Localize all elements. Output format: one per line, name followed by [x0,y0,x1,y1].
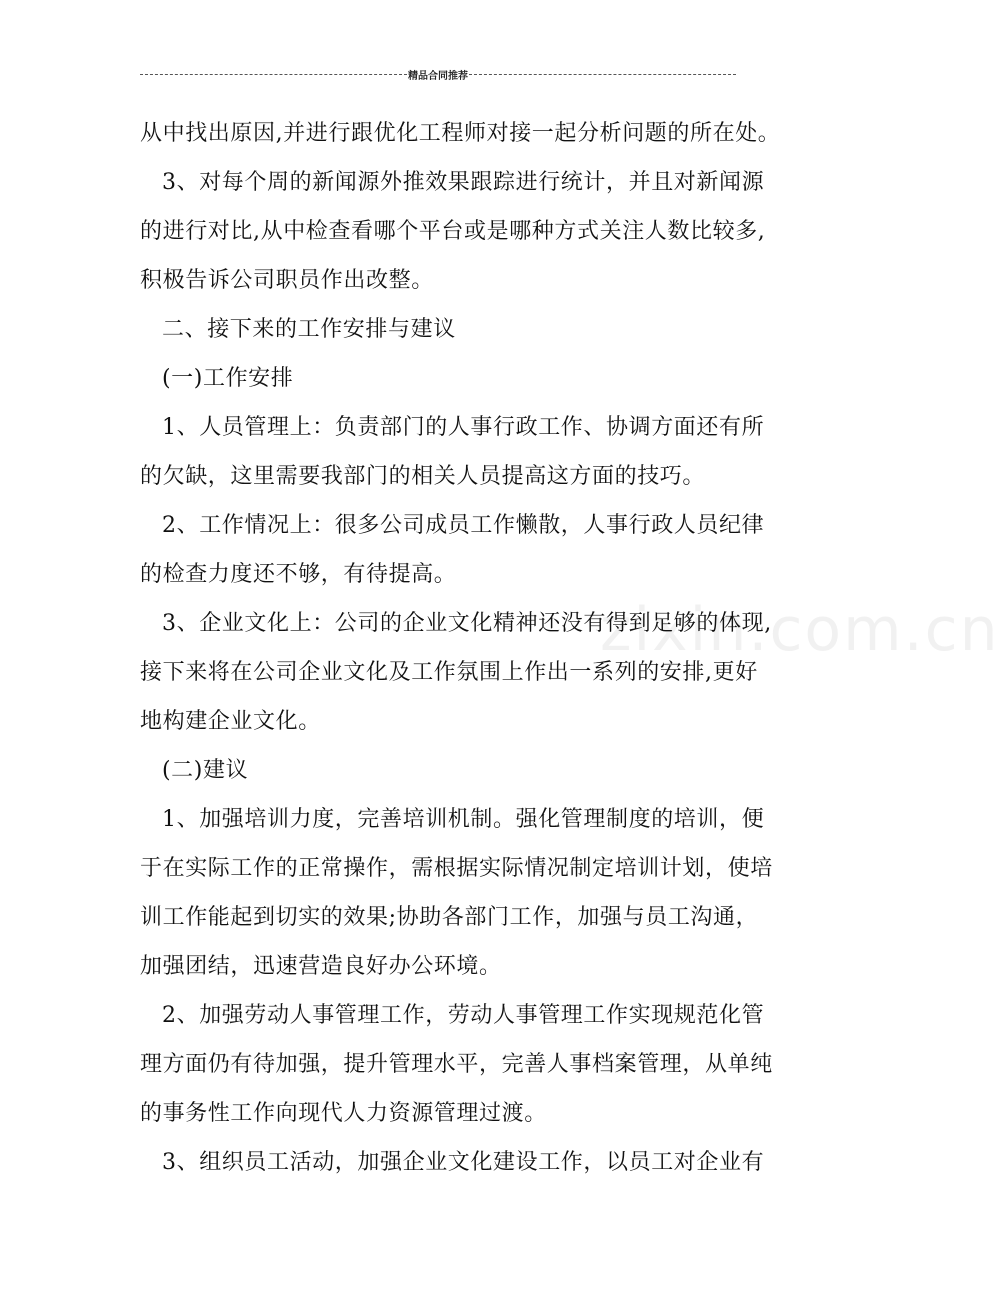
text-line: 的进行对比,从中检查看哪个平台或是哪种方式关注人数比较多, [140,219,766,244]
text-line: 1、人员管理上：负责部门的人事行政工作、协调方面还有所 [162,415,765,440]
text-line: 接下来将在公司企业文化及工作氛围上作出一系列的安排,更好 [140,660,758,685]
text-line: 积极告诉公司职员作出改整。 [140,268,434,293]
text-line: 于在实际工作的正常操作，需根据实际情况制定培训计划，使培 [140,856,773,881]
text-line: 1、加强培训力度，完善培训机制。强化管理制度的培训，便 [162,807,765,832]
text-line: 的事务性工作向现代人力资源管理过渡。 [140,1101,547,1126]
text-line: 训工作能起到切实的效果;协助各部门工作，加强与员工沟通， [140,905,759,930]
text-line: 2、工作情况上：很多公司成员工作懒散，人事行政人员纪律 [162,513,765,538]
text-line: 3、组织员工活动，加强企业文化建设工作，以员工对企业有 [162,1150,765,1175]
subsection-heading: (一)工作安排 [162,366,294,391]
text-line: 理方面仍有待加强，提升管理水平，完善人事档案管理，从单纯 [140,1052,773,1077]
header-label: 精品合同推荐 [408,70,468,82]
subsection-heading: (二)建议 [162,758,249,783]
watermark: zixin.com.cn [600,595,1000,665]
text-line: 3、企业文化上：公司的企业文化精神还没有得到足够的体现, [162,611,772,636]
text-line: 地构建企业文化。 [140,709,321,734]
section-heading: 二、接下来的工作安排与建议 [162,317,456,342]
document-body [140,116,780,1194]
text-line: 的欠缺，这里需要我部门的相关人员提高这方面的技巧。 [140,464,706,489]
page-header [140,66,736,82]
text-line: 3、对每个周的新闻源外推效果跟踪进行统计，并且对新闻源 [162,170,765,195]
text-line: 2、加强劳动人事管理工作，劳动人事管理工作实现规范化管 [162,1003,765,1028]
text-line: 的检查力度还不够，有待提高。 [140,562,457,587]
text-line: 从中找出原因,并进行跟优化工程师对接一起分析问题的所在处。 [140,121,781,146]
text-line: 加强团结，迅速营造良好办公环境。 [140,954,502,979]
header-dash-left [140,74,407,75]
header-dash-right [469,74,736,75]
